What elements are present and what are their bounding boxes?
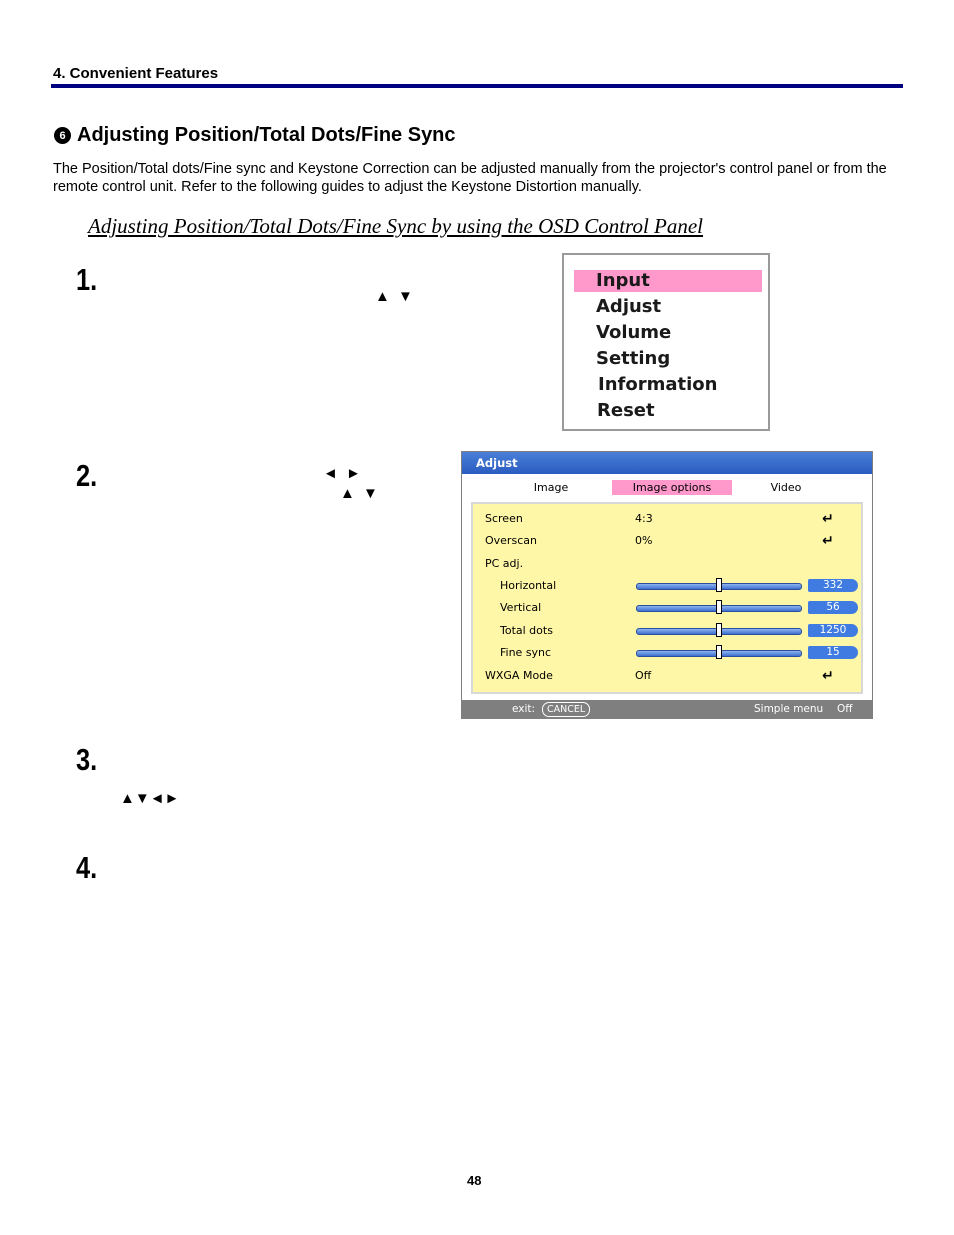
screen-value: 4:3 — [635, 512, 653, 525]
osd-footer — [462, 700, 872, 718]
pc-adj-label: PC adj. — [485, 557, 524, 570]
simple-menu-label: Simple menu — [754, 703, 824, 715]
fine-sync-value: 15 — [808, 646, 858, 659]
row-vertical[interactable] — [473, 599, 865, 617]
osd-body — [462, 498, 872, 700]
overscan-label: Overscan — [485, 534, 537, 547]
horizontal-label: Horizontal — [500, 579, 557, 592]
enter-icon[interactable]: ↵ — [822, 533, 834, 549]
section-title-text: Adjusting Position/Total Dots/Fine Sync — [77, 124, 456, 146]
screen-label: Screen — [485, 512, 523, 525]
subsection-title: Adjusting Position/Total Dots/Fine Sync by using the OSD Control Panel — [88, 214, 704, 238]
cancel-button[interactable]: CANCEL — [542, 702, 590, 717]
step-2-arrows-ud: ▲ ▼ — [340, 485, 380, 502]
step-1-number: 1. — [76, 262, 98, 297]
menu-item-adjust[interactable]: Adjust — [596, 296, 662, 317]
overscan-value: 0% — [635, 534, 653, 547]
tab-video[interactable]: Video — [770, 481, 802, 494]
number-six-icon: 6 — [54, 127, 71, 144]
slider-handle[interactable] — [716, 645, 722, 659]
tab-image-options[interactable]: Image options — [612, 480, 732, 495]
vertical-slider[interactable] — [636, 605, 802, 612]
intro-paragraph: The Position/Total dots/Fine sync and Keystone Correction can be adjusted manually from the projector's control panel or from the remote control unit. Refer to the following guides to adjust the Keystone Distortion manually. — [53, 161, 887, 195]
menu-item-input[interactable]: Input — [574, 270, 762, 292]
exit-label: exit: — [512, 703, 536, 715]
header-rule — [51, 84, 903, 88]
menu-item-setting[interactable]: Setting — [596, 348, 671, 369]
step-3-number: 3. — [76, 742, 98, 777]
row-horizontal[interactable] — [473, 577, 865, 595]
row-overscan[interactable] — [473, 532, 865, 550]
osd-settings-panel — [471, 502, 863, 694]
total-dots-slider[interactable] — [636, 628, 802, 635]
step-3-arrows: ▲▼◄► — [120, 790, 180, 807]
osd-tab-bar — [462, 474, 872, 498]
row-screen[interactable] — [473, 510, 865, 528]
row-wxga-mode[interactable] — [473, 667, 865, 685]
fine-sync-slider[interactable] — [636, 650, 802, 657]
page-number: 48 — [467, 1173, 482, 1188]
section-title — [54, 124, 456, 147]
step-1-arrows: ▲ ▼ — [375, 288, 415, 305]
slider-handle[interactable] — [716, 623, 722, 637]
osd-title: Adjust — [462, 452, 872, 474]
slider-handle[interactable] — [716, 600, 722, 614]
total-dots-label: Total dots — [500, 624, 553, 637]
menu-item-reset[interactable]: Reset — [597, 400, 655, 421]
enter-icon[interactable]: ↵ — [822, 668, 834, 684]
row-pc-adj — [473, 555, 865, 573]
section-header: 4. Convenient Features — [53, 65, 219, 82]
adjust-osd — [461, 451, 873, 719]
enter-icon[interactable]: ↵ — [822, 511, 834, 527]
vertical-label: Vertical — [500, 601, 542, 614]
step-2-number: 2. — [76, 458, 98, 493]
menu-item-information[interactable]: Information — [598, 374, 718, 395]
fine-sync-label: Fine sync — [500, 646, 552, 659]
slider-handle[interactable] — [716, 578, 722, 592]
row-fine-sync[interactable] — [473, 644, 865, 662]
step-4-number: 4. — [76, 850, 98, 885]
menu-item-volume[interactable]: Volume — [596, 322, 672, 343]
horizontal-value: 332 — [808, 579, 858, 592]
row-total-dots[interactable] — [473, 622, 865, 640]
simple-menu-value[interactable]: Off — [837, 703, 853, 715]
total-dots-value: 1250 — [808, 624, 858, 637]
wxga-mode-label: WXGA Mode — [485, 669, 553, 682]
horizontal-slider[interactable] — [636, 583, 802, 590]
step-2-arrows-lr: ◄ ► — [323, 465, 363, 482]
wxga-mode-value: Off — [635, 669, 652, 682]
vertical-value: 56 — [808, 601, 858, 614]
main-menu-osd — [562, 253, 770, 431]
tab-image[interactable]: Image — [533, 481, 569, 494]
